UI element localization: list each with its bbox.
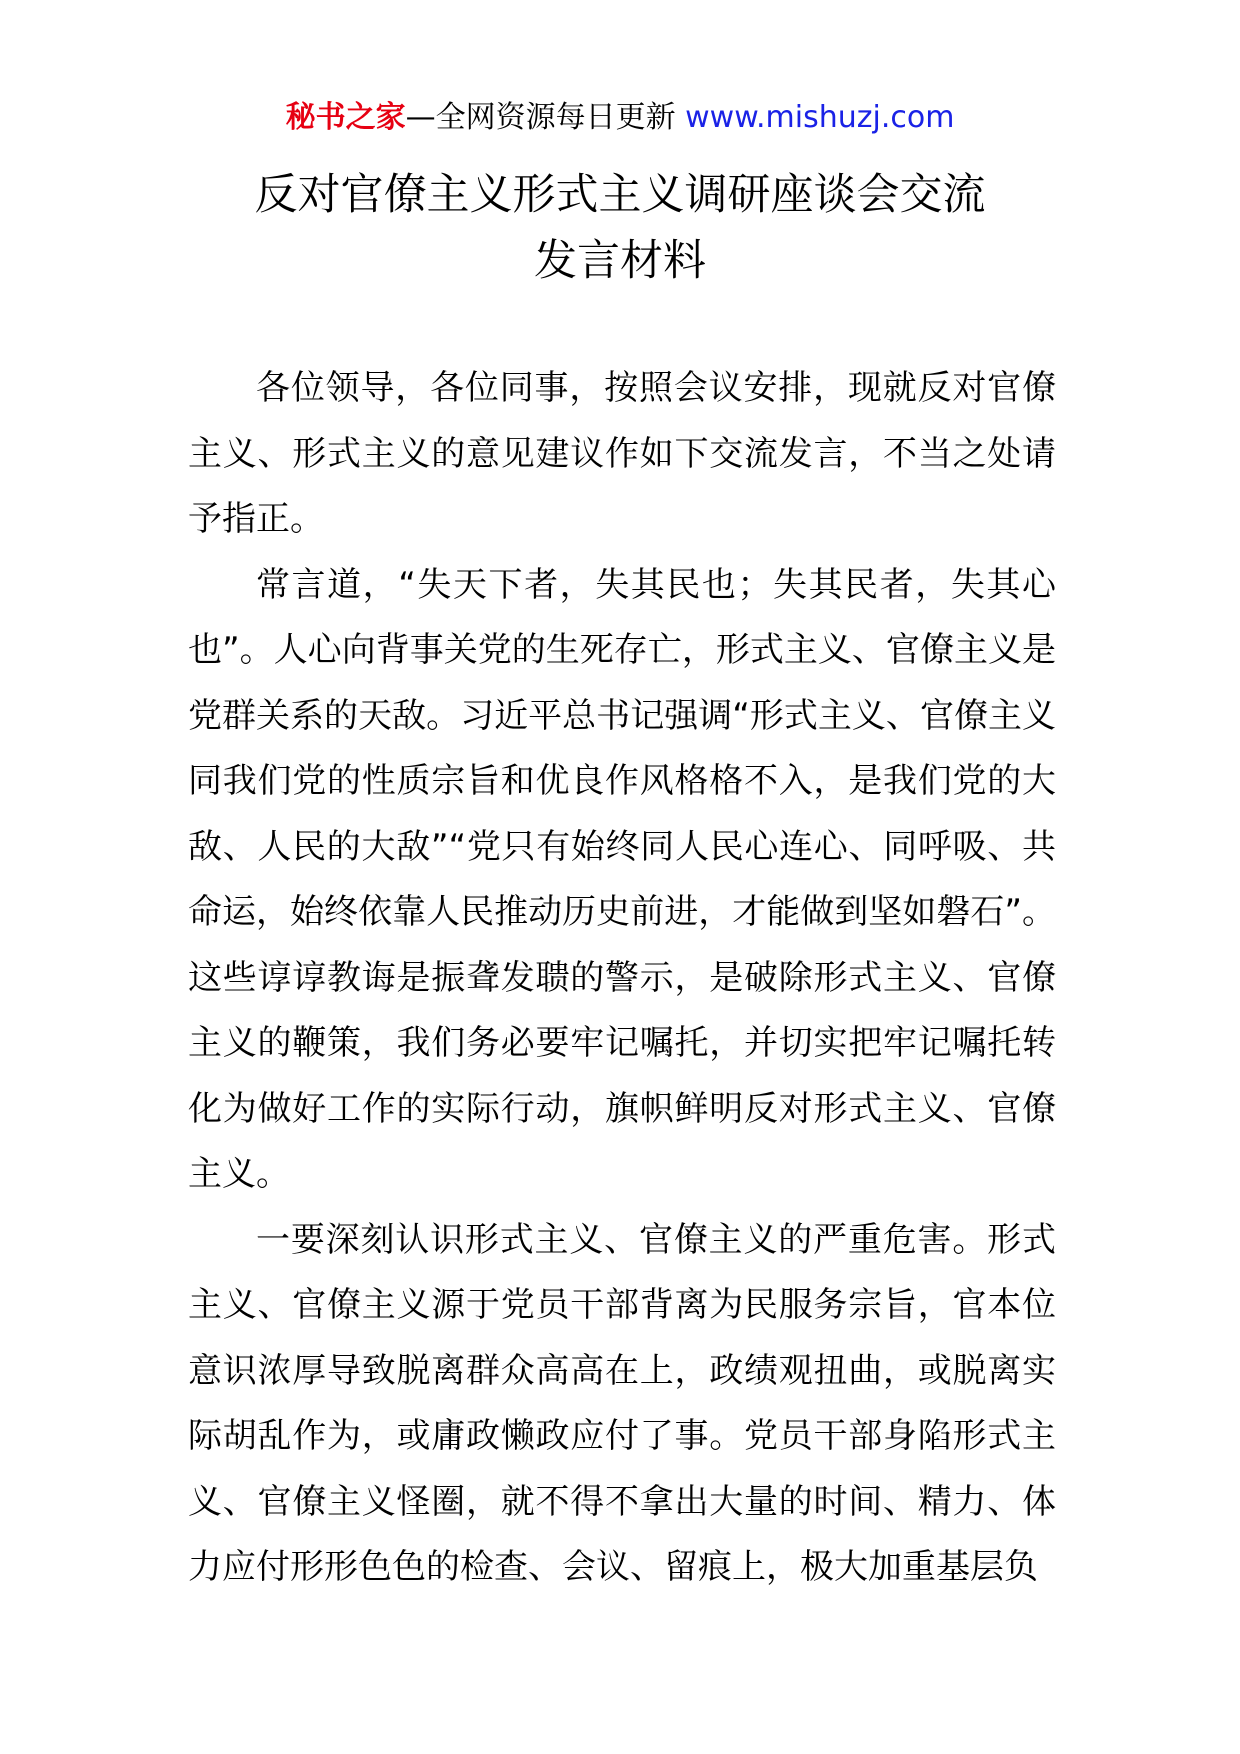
document-body xyxy=(188,356,1056,1601)
paragraph-quote: 常言道，“失天下者，失其民也；失其民者，失其心也”。人心向背事关党的生死存亡，形式主义、官僚主义是党群关系的天敌。习近平总书记强调“形式主义、官僚主义同我们党的性质宗旨和优良作风格格不入，是我们党的大敌、人民的大敌”“党只有始终同人民心连心、同呼吸、共命运，始终依靠人民推动历史前进，才能做到坚如磐石”。这些谆谆教诲是振聋发聩的警示，是破除形式主义、官僚主义的鞭策，我们务必要牢记嘱托，并切实把牢记嘱托转化为做好工作的实际行动，旗帜鲜明反对形式主义、官僚主义。 xyxy=(188,564,1056,1194)
paragraph-point-one: 一要深刻认识形式主义、官僚主义的严重危害。形式主义、官僚主义源于党员干部背离为民服务宗旨，官本位意识浓厚导致脱离群众高高在上，政绩观扭曲，或脱离实际胡乱作为，或庸政懒政应付了事。党员干部身陷形式主义、官僚主义怪圈，就不得不拿出大量的时间、精力、体力应付形形色色的检查、会议、留痕上，极大加重基层负 xyxy=(188,1219,1056,1587)
paragraph-opening: 各位领导，各位同事，按照会议安排，现就反对官僚主义、形式主义的意见建议作如下交流发言，不当之处请予指正。 xyxy=(188,368,1056,539)
brand-name: 秘书之家 xyxy=(285,100,406,135)
title-line-1: 反对官僚主义形式主义调研座谈会交流 xyxy=(254,170,986,220)
title-line-2: 发言材料 xyxy=(534,236,706,286)
site-header xyxy=(0,96,1240,140)
header-tagline: —全网资源每日更新 xyxy=(405,100,686,135)
document-title xyxy=(0,162,1240,294)
site-url-link[interactable]: www.mishuzj.com xyxy=(685,100,955,135)
